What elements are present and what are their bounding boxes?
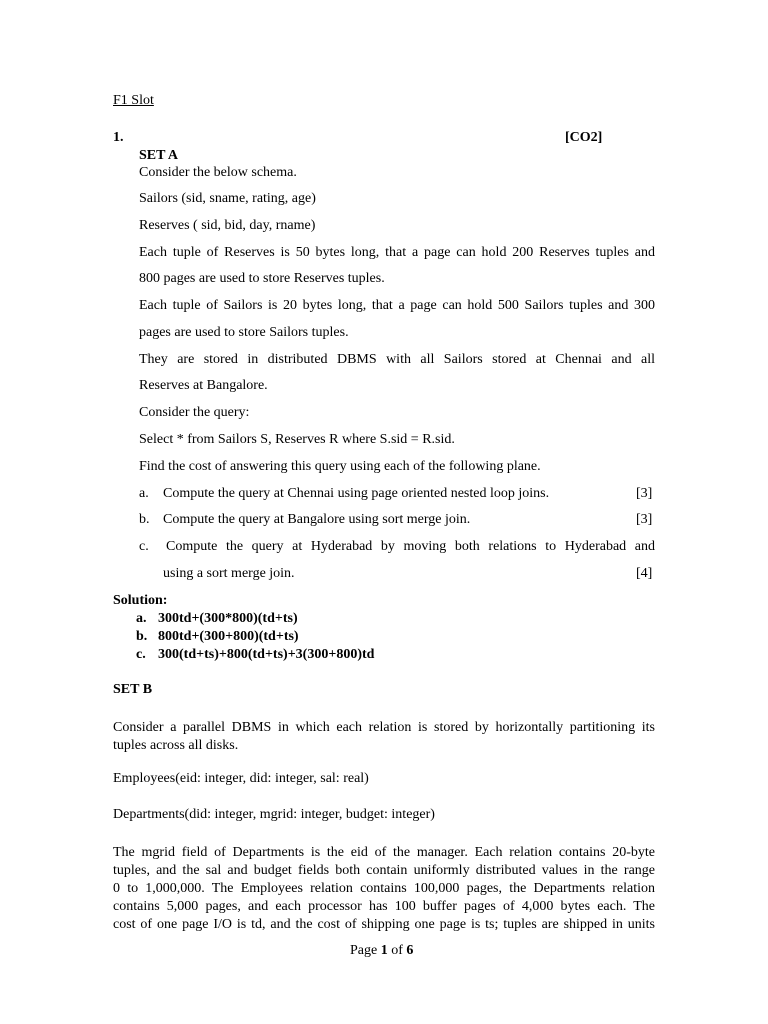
page-footer	[350, 943, 413, 959]
solution-b-letter: b.	[136, 629, 148, 644]
storage-info-line-1: They are stored in distributed DBMS with all Sailors stored at Chennai and all	[139, 352, 655, 367]
reserves-info-line-1: Each tuple of Reserves is 50 bytes long, that a page can hold 200 Reserves tuples and	[139, 245, 655, 260]
paragraph-line: The mgrid field of Departments is the eid of the manager. Each relation contains 20-byte	[113, 845, 655, 860]
sql-query: Select * from Sailors S, Reserves R where S.sid = R.sid.	[139, 432, 455, 447]
solution-a-letter: a.	[136, 611, 147, 626]
storage-info-line-2: Reserves at Bangalore.	[139, 378, 268, 393]
paragraph-line: tuples, and the sal and budget fields both contain uniformly distributed values in the range	[113, 863, 655, 878]
schema-reserves: Reserves ( sid, bid, day, rname)	[139, 218, 316, 233]
question-number: 1.	[113, 130, 124, 145]
of-word: of	[391, 943, 403, 958]
part-b-marks: [3]	[636, 512, 653, 527]
paragraph-line: contains 5,000 pages, and each processor has 100 buffer pages of 4,000 bytes each. The	[113, 899, 655, 914]
part-c-letter: c.	[139, 539, 149, 554]
part-c-marks: [4]	[636, 566, 653, 581]
part-a-text: Compute the query at Chennai using page oriented nested loop joins.	[163, 486, 550, 501]
solution-c-text: 300(td+ts)+800(td+ts)+3(300+800)td	[158, 647, 375, 662]
solution-c-letter: c.	[136, 647, 146, 662]
schema-intro: Consider the below schema.	[139, 165, 297, 180]
slot-heading: F1 Slot	[113, 93, 154, 108]
part-b-text: Compute the query at Bangalore using sort merge join.	[163, 512, 471, 527]
solution-label: Solution:	[113, 593, 168, 608]
course-outcome-tag: [CO2]	[565, 130, 603, 145]
paragraph-line: tuples across all disks.	[113, 738, 239, 753]
part-c-text-line-2: using a sort merge join.	[163, 566, 295, 581]
set-a-label: SET A	[139, 148, 179, 163]
find-cost-text: Find the cost of answering this query using each of the following plane.	[139, 459, 541, 474]
part-b-letter: b.	[139, 512, 150, 527]
parallel-dbms-paragraph	[113, 719, 655, 755]
sailors-info-line-2: pages are used to store Sailors tuples.	[139, 325, 349, 340]
departments-schema: Departments(did: integer, mgrid: integer, budget: integer)	[113, 807, 435, 822]
solution-a-text: 300td+(300*800)(td+ts)	[158, 611, 298, 626]
paragraph-line: cost of one page I/O is td, and the cost of shipping one page is ts; tuples are shipped in units	[113, 917, 655, 932]
reserves-info-line-2: 800 pages are used to store Reserves tuples.	[139, 271, 385, 286]
part-a-letter: a.	[139, 486, 149, 501]
set-b-label: SET B	[113, 682, 153, 697]
paragraph-line: 0 to 1,000,000. The Employees relation contains 100,000 pages, the Departments relation	[113, 881, 655, 896]
schema-sailors: Sailors (sid, sname, rating, age)	[139, 191, 316, 206]
current-page-number: 1	[380, 943, 388, 958]
consider-query-text: Consider the query:	[139, 405, 250, 420]
mgrid-paragraph	[113, 844, 655, 934]
solution-b-text: 800td+(300+800)(td+ts)	[158, 629, 299, 644]
total-pages-number: 6	[406, 943, 414, 958]
employees-schema: Employees(eid: integer, did: integer, sal: real)	[113, 771, 369, 786]
page-word: Page	[350, 943, 378, 958]
paragraph-line: Consider a parallel DBMS in which each relation is stored by horizontally partitioning its	[113, 720, 655, 735]
sailors-info-line-1: Each tuple of Sailors is 20 bytes long, that a page can hold 500 Sailors tuples and 300	[139, 298, 655, 313]
part-c-text-line-1: Compute the query at Hyderabad by moving both relations to Hyderabad and	[166, 539, 655, 554]
part-a-marks: [3]	[636, 486, 653, 501]
